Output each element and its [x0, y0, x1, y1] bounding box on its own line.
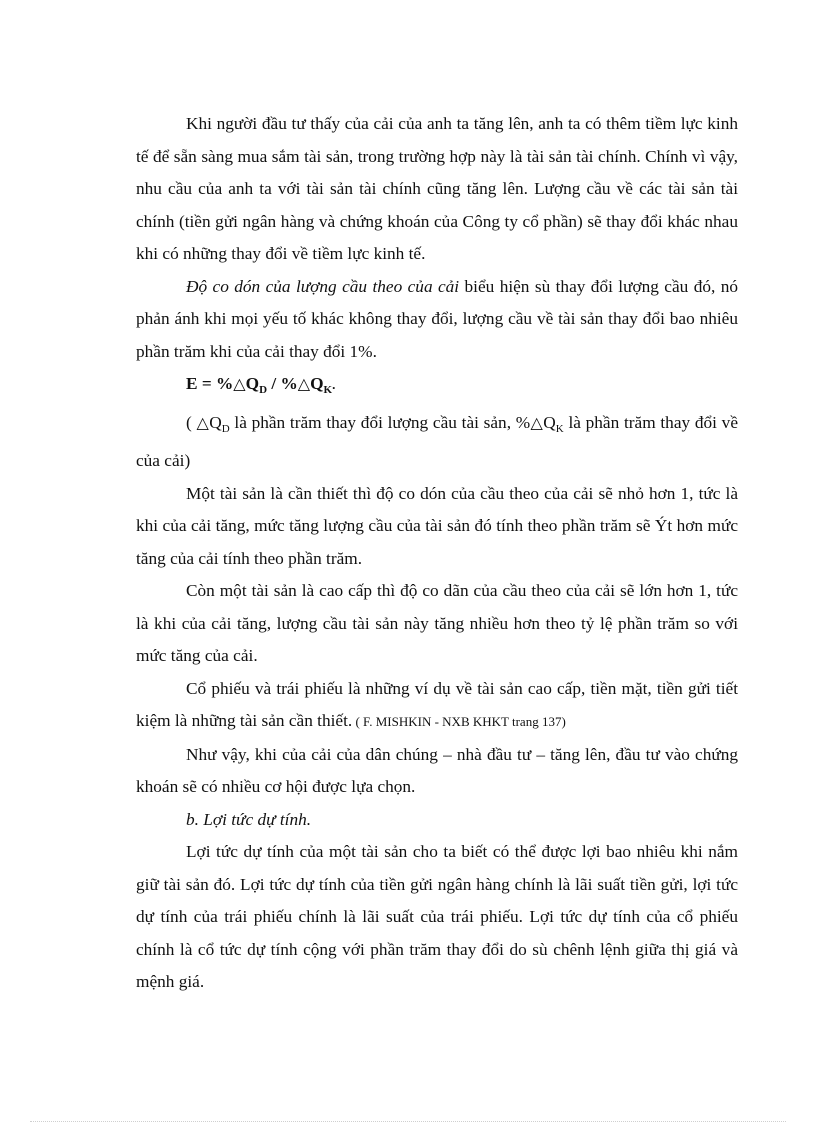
- paragraph-necessary-asset: Một tài sản là cần thiết thì độ co dón của cầu theo của cải sẽ nhỏ hơn 1, tức là khi của cải tăng, mức tăng lượng cầu của tài sản đó tính theo phần trăm sẽ Ýt hơn mức tăng của cải tính theo phần trăm.: [136, 483, 738, 568]
- note-text: là phần trăm thay đổi lượng cầu tài sản, %: [229, 412, 531, 432]
- formula-q: Q: [310, 374, 324, 393]
- delta-symbol: △: [530, 414, 544, 432]
- note-q: Q: [209, 412, 222, 432]
- delta-symbol: △: [297, 376, 311, 393]
- note-text: (: [186, 412, 197, 432]
- page-bottom-divider: [30, 1121, 786, 1122]
- paragraph-expected-return: Lợi tức dự tính của một tài sản cho ta biết có thể được lợi bao nhiêu khi nắm giữ tài sản đó. Lợi tức dự tính của tiền gửi ngân hàng chính là lãi suất tiền gửi, lợi tức dự tính của trái phiếu chính là lãi suất của trái phiếu. Lợi tức dự tính của cổ phiếu chính là cổ tức dự tính cộng với phần trăm thay đổi do sù chênh lệnh giữa thị giá và mệnh giá.: [136, 842, 738, 991]
- delta-symbol: △: [233, 376, 246, 393]
- formula-end: .: [332, 377, 336, 392]
- note-text: là phần trăm thay đổi về của cải): [136, 412, 738, 470]
- paragraph-wealth-intro: Khi người đầu tư thấy của cải của anh ta tăng lên, anh ta có thêm tiềm lực kinh tế để sẵn sàng mua sắm tài sản, trong trường hợp này là tài sản tài chính. Chính vì vậy, nhu cầu của anh ta với tài sản tài chính cũng tăng lên. Lượng cầu về các tài sản tài chính (tiền gửi ngân hàng và chứng khoán của Công ty cổ phần) sẽ thay đổi khác nhau khi có những thay đổi về tiềm lực kinh tế.: [136, 114, 738, 263]
- document-page: [136, 108, 738, 999]
- formula-subscript: D: [259, 384, 268, 396]
- note-subscript: K: [555, 422, 564, 435]
- elasticity-definition-text: biểu hiện sù thay đổi lượng cầu đó, nó phản ánh khi mọi yếu tố khác không thay đổi, lượng cầu về tài sản thay đổi bao nhiêu phần trăm khi của cải thay đổi 1%.: [136, 276, 738, 361]
- paragraph-wealth-conclusion: Như vậy, khi của cải của dân chúng – nhà đầu tư – tăng lên, đầu tư vào chứng khoán sẽ có nhiều cơ hội được lựa chọn.: [136, 744, 738, 796]
- formula-q: Q: [245, 374, 260, 393]
- formula-subscript: K: [323, 384, 333, 396]
- delta-symbol: △: [196, 414, 210, 432]
- note-q: Q: [543, 412, 556, 432]
- paragraph-asset-examples: [136, 673, 738, 739]
- formula-explanation: [136, 407, 738, 478]
- paragraph-wealth-elasticity-definition: [136, 271, 738, 369]
- formula-lhs: E = %: [186, 374, 234, 393]
- section-heading-expected-return: b. Lợi tức dự tính.: [186, 809, 312, 829]
- formula-divider: / %: [267, 374, 298, 393]
- elasticity-formula: [136, 368, 738, 407]
- paragraph-luxury-asset: Còn một tài sản là cao cấp thì độ co dãn của cầu theo của cải sẽ lớn hơn 1, tức là khi của cải tăng, lượng cầu tài sản này tăng nhiều hơn theo tỷ lệ phần trăm so với mức tăng của cải.: [136, 581, 738, 665]
- citation: ( F. MISHKIN - NXB KHKT trang 137): [352, 714, 566, 729]
- asset-examples-text: Cổ phiếu và trái phiếu là những ví dụ về tài sản cao cấp, tiền mặt, tiền gửi tiết kiệm là những tài sản cần thiết.: [136, 678, 738, 730]
- elasticity-term: Độ co dón của lượng cầu theo của cải: [186, 276, 460, 296]
- note-subscript: D: [221, 422, 230, 435]
